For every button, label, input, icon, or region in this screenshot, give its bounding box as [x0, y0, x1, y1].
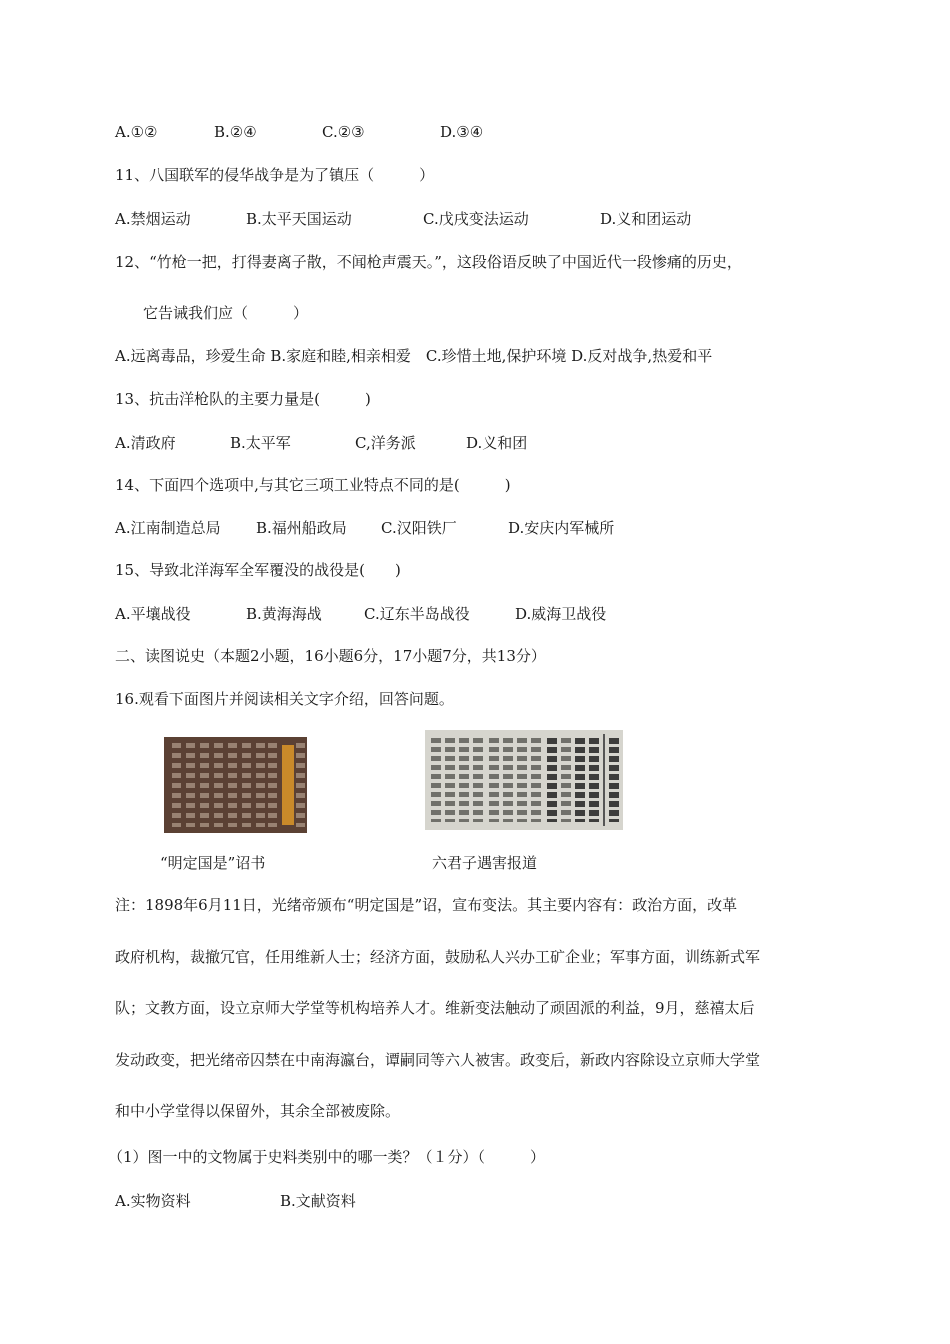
q13-option-b: B.太平军 — [230, 434, 291, 452]
q15-option-d: D.威海卫战役 — [515, 605, 607, 623]
q10-option-c: C.②③ — [322, 123, 365, 141]
q13-stem: 13、抗击洋枪队的主要力量是( ) — [115, 390, 371, 408]
q13-option-c: C,洋务派 — [355, 434, 416, 452]
q11-option-d: D.义和团运动 — [600, 210, 692, 228]
q15-option-a: A.平壤战役 — [115, 605, 191, 623]
q14-option-b: B.福州船政局 — [256, 519, 347, 537]
q13-option-d: D.义和团 — [466, 434, 528, 452]
q14-option-c: C.汉阳铁厂 — [381, 519, 457, 537]
q12-stem-continued: 它告诫我们应（ ） — [143, 304, 309, 322]
q10-option-b: B.②④ — [214, 123, 257, 141]
q10-option-d: D.③④ — [440, 123, 484, 141]
q16-sub1-option-b: B.文献资料 — [280, 1192, 356, 1210]
q10-option-a: A.①② — [115, 123, 158, 141]
q11-option-a: A.禁烟运动 — [115, 210, 191, 228]
section-2-title: 二、读图说史（本题2小题，16小题6分，17小题7分，共13分） — [115, 647, 546, 665]
q16-note-line-4: 发动政变，把光绪帝囚禁在中南海瀛台，谭嗣同等六人被害。政变后，新政内容除设立京师大学堂 — [115, 1051, 761, 1069]
q15-option-c: C.辽东半岛战役 — [364, 605, 470, 623]
q11-option-b: B.太平天国运动 — [246, 210, 352, 228]
q12-options: A.远离毒品，珍爱生命 B.家庭和睦,相亲相爱 C.珍惜土地,保护环境 D.反对战争,热爱和平 — [115, 347, 713, 365]
q15-option-b: B.黄海海战 — [246, 605, 322, 623]
q16-stem: 16.观看下面图片并阅读相关文字介绍，回答问题。 — [115, 690, 454, 708]
q11-stem: 11、八国联军的侵华战争是为了镇压（ ） — [115, 166, 435, 184]
image-1-caption: “明定国是”诏书 — [160, 854, 266, 872]
q16-note-line-5: 和中小学堂得以保留外，其余全部被废除。 — [115, 1102, 401, 1120]
edict-image — [164, 737, 307, 833]
image-2-caption: 六君子遇害报道 — [432, 854, 538, 872]
q15-stem: 15、导致北洋海军全军覆没的战役是( ) — [115, 561, 401, 579]
q16-sub1-stem: （1）图一中的文物属于史料类别中的哪一类？（１分）（ ） — [108, 1148, 546, 1166]
q16-note-line-3: 队；文教方面，设立京师大学堂等机构培养人才。维新变法触动了顽固派的利益，9月，慈禧太后 — [115, 999, 755, 1017]
q16-note-line-1: 注：1898年6月11日，光绪帝颁布“明定国是”诏，宣布变法。其主要内容有：政治方面，改革 — [115, 896, 738, 914]
edict-title-banner — [282, 745, 294, 825]
q16-note-line-2: 政府机构，裁撤冗官，任用维新人士；经济方面，鼓励私人兴办工矿企业；军事方面，训练新式军 — [115, 948, 761, 966]
q16-sub1-option-a: A.实物资料 — [115, 1192, 191, 1210]
q14-stem: 14、下面四个选项中,与其它三项工业特点不同的是( ) — [115, 476, 511, 494]
q11-option-c: C.戊戌变法运动 — [423, 210, 529, 228]
newspaper-report-image — [425, 730, 623, 830]
q13-option-a: A.清政府 — [115, 434, 176, 452]
q12-stem: 12、“竹枪一把，打得妻离子散，不闻枪声震天。”，这段俗语反映了中国近代一段惨痛的历史， — [115, 253, 742, 271]
q14-option-a: A.江南制造总局 — [115, 519, 221, 537]
q14-option-d: D.安庆内军械所 — [508, 519, 615, 537]
